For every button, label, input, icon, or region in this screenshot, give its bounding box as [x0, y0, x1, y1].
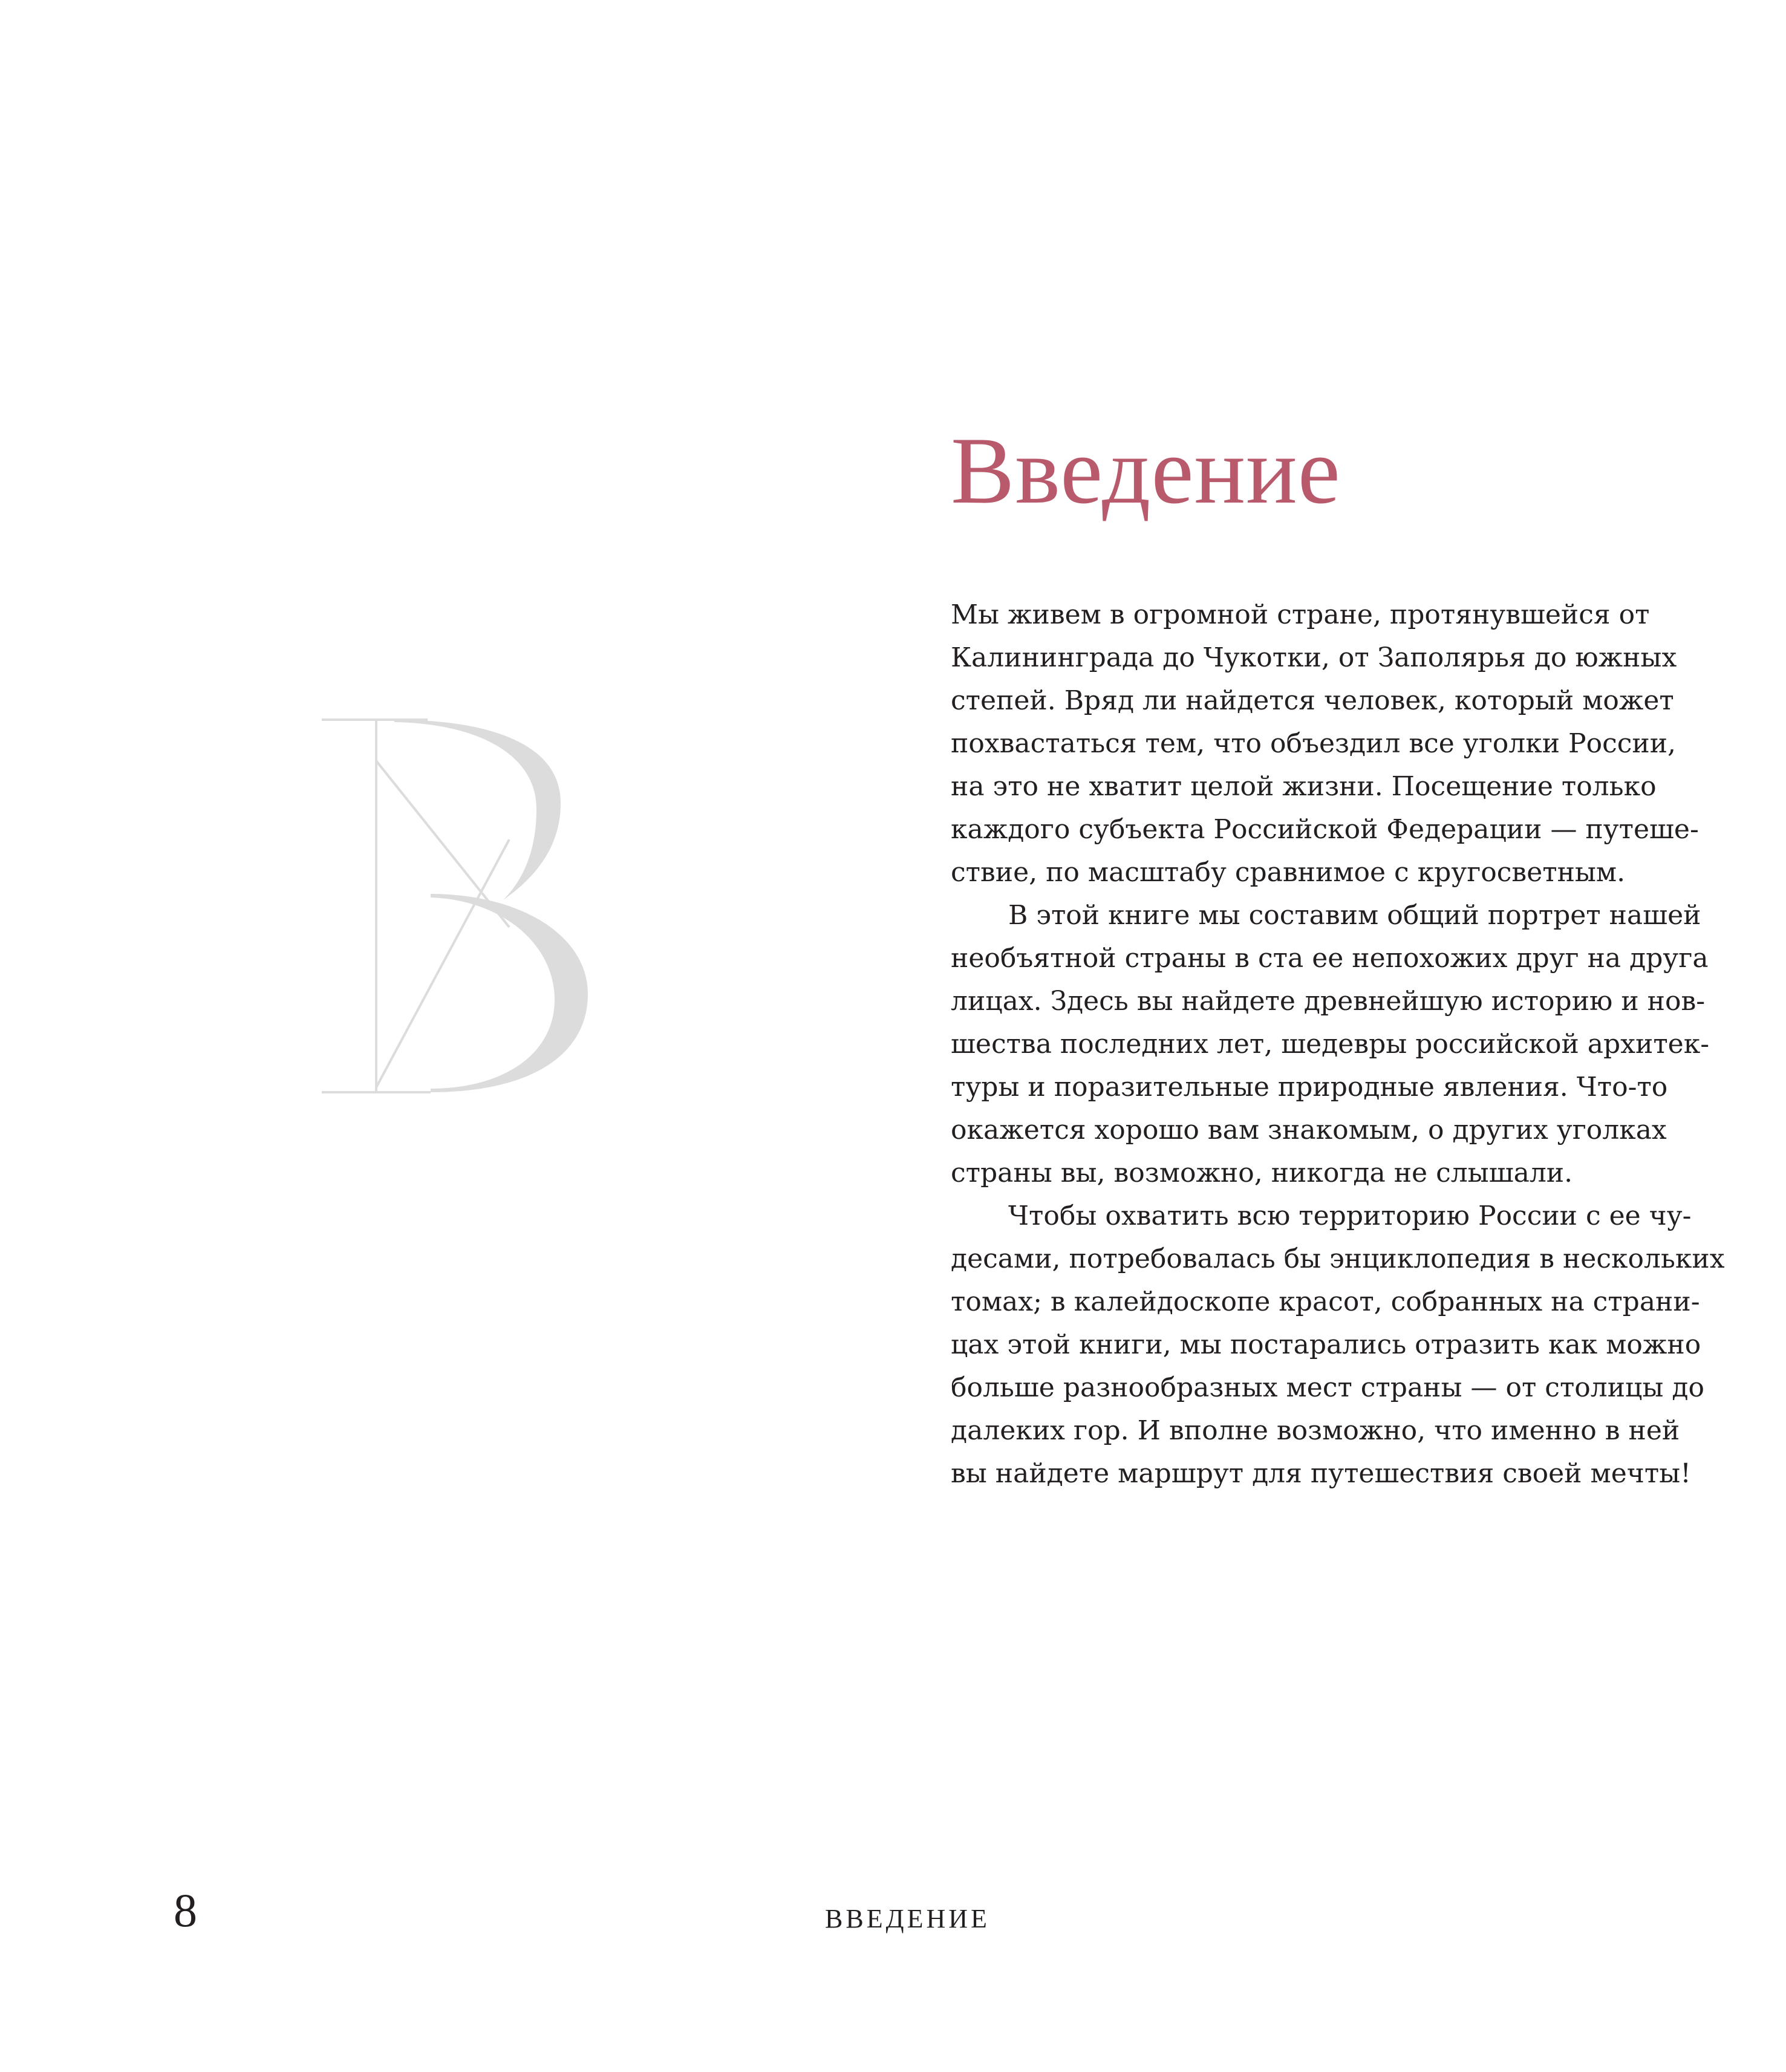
text-line: далеких гор. И вполне возможно, что именно в ней	[951, 1415, 1680, 1446]
paragraph-2	[951, 894, 1710, 1194]
text-line: степей. Вряд ли найдется человек, который может	[951, 685, 1674, 716]
text-line: томах; в калейдоскопе красот, собранных на страни-	[951, 1286, 1700, 1317]
text-line: страны вы, возможно, никогда не слышали.	[951, 1158, 1573, 1188]
text-line: десами, потребовалась бы энциклопедия в нескольких	[951, 1243, 1725, 1274]
text-line: похвастаться тем, что объездил все уголки России,	[951, 728, 1677, 759]
paragraph-1	[951, 593, 1699, 894]
paragraph-3	[951, 1194, 1725, 1495]
text-line: цах этой книги, мы постарались отразить как можно	[951, 1329, 1701, 1360]
text-line: туры и поразительные природные явления. Что-то	[951, 1072, 1668, 1103]
decorative-drop-letter	[322, 718, 588, 1093]
text-line: окажется хорошо вам знакомым, о других уголках	[951, 1115, 1667, 1145]
chapter-title: Введение	[951, 418, 1341, 524]
text-line: лицах. Здесь вы найдете древнейшую историю и нов-	[951, 986, 1706, 1017]
text-line: Мы живем в огромной стране, протянувшейся от	[951, 599, 1650, 630]
text-line: Чтобы охватить всю территорию России с ее чу-	[1008, 1201, 1692, 1231]
body-text	[951, 593, 1725, 1495]
text-line: Калининграда до Чукотки, от Заполярья до южных	[951, 642, 1677, 673]
running-head: ВВЕДЕНИЕ	[825, 1904, 990, 1934]
text-line: каждого субъекта Российской Федерации — путеше-	[951, 814, 1699, 845]
text-line: шества последних лет, шедевры российской архитек-	[951, 1029, 1710, 1060]
text-line: на это не хватит целой жизни. Посещение только	[951, 771, 1657, 802]
text-line: ствие, по масштабу сравнимое с кругосветным.	[951, 857, 1626, 888]
drop-letter-glyph	[322, 718, 588, 1093]
text-line: В этой книге мы составим общий портрет нашей	[1008, 900, 1701, 931]
text-line: необъятной страны в ста ее непохожих друг на друга	[951, 943, 1709, 974]
text-line: вы найдете маршрут для путешествия своей мечты!	[951, 1458, 1691, 1489]
text-line: больше разнообразных мест страны — от столицы до	[951, 1372, 1704, 1403]
page-number: 8	[174, 1884, 197, 1937]
